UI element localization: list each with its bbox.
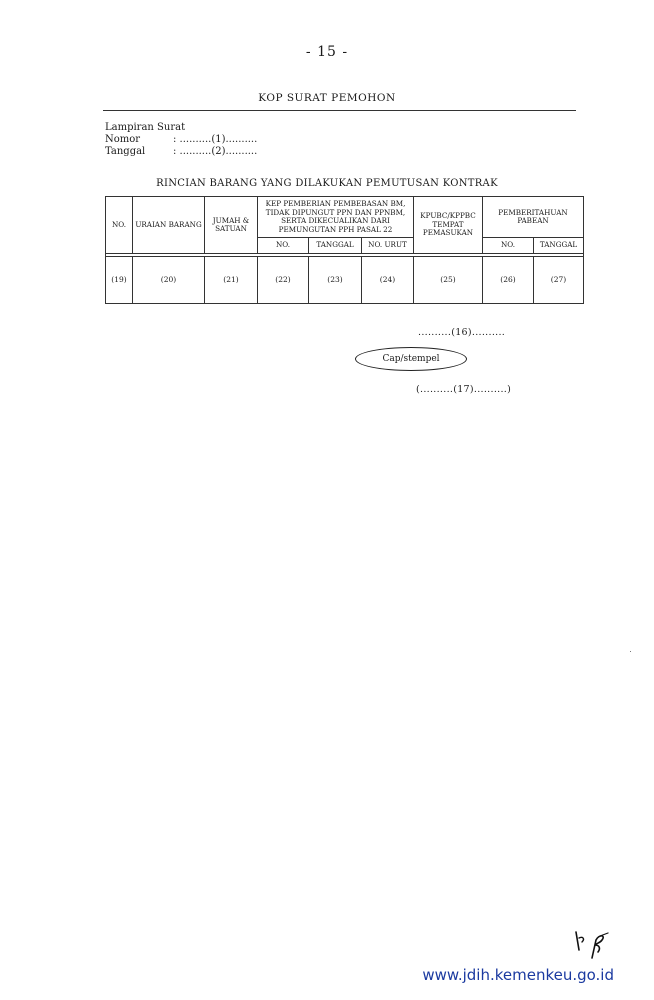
letterhead-title: KOP SURAT PEMOHON	[258, 92, 396, 104]
table-cell: (24)	[362, 257, 414, 304]
header-row	[106, 197, 584, 238]
stamp-label: Cap/stempel	[382, 354, 440, 364]
page-number: - 15 -	[305, 44, 349, 60]
subheader-kep-tanggal: TANGGAL	[309, 238, 362, 254]
header-kpubc: KPUBC/KPPBC TEMPAT PEMASUKAN	[414, 197, 483, 254]
scan-speck	[630, 651, 631, 652]
table-title: RINCIAN BARANG YANG DILAKUKAN PEMUTUSAN KONTRAK	[156, 178, 498, 189]
table-row	[106, 257, 584, 304]
attachment-row-tanggal	[105, 146, 257, 158]
initials-signature	[570, 928, 612, 964]
subheader-kep-no-urut: NO. URUT	[362, 238, 414, 254]
attachment-value: : ..........(2)..........	[173, 146, 258, 157]
table-cell: (19)	[106, 257, 133, 304]
table-cell: (27)	[534, 257, 584, 304]
website-link[interactable]: www.jdih.kemenkeu.go.id	[422, 966, 614, 984]
attachment-title: Lampiran Surat	[105, 122, 186, 133]
header-uraian-barang: URAIAN BARANG	[133, 197, 205, 254]
attachment-label: Nomor	[105, 134, 141, 145]
attachment-value: : ..........(1)..........	[173, 134, 258, 145]
attachment-row-nomor	[105, 134, 257, 146]
stamp-oval	[355, 347, 467, 371]
table-cell: (22)	[258, 257, 309, 304]
subheader-pabean-tanggal: TANGGAL	[534, 238, 584, 254]
signatory-name: (..........(17)..........)	[416, 384, 512, 395]
table-cell: (20)	[133, 257, 205, 304]
attachment-block	[105, 122, 257, 158]
header-no: NO.	[106, 197, 133, 254]
subheader-pabean-no: NO.	[483, 238, 534, 254]
attachment-label: Tanggal	[105, 146, 146, 157]
subheader-kep-no: NO.	[258, 238, 309, 254]
table-cell: (26)	[483, 257, 534, 304]
signature-place-date: ..........(16)..........	[418, 327, 506, 338]
table-cell: (21)	[205, 257, 258, 304]
table-cell: (23)	[309, 257, 362, 304]
goods-detail-table	[105, 196, 584, 304]
table-cell: (25)	[414, 257, 483, 304]
header-jumah-satuan: JUMAH & SATUAN	[205, 197, 258, 254]
letterhead-divider	[103, 110, 576, 111]
header-kep-pemberian: KEP PEMBERIAN PEMBEBASAN BM, TIDAK DIPUNGUT PPN DAN PPNBM, SERTA DIKECUALIKAN DARI PEMUNGUTAN PPH PASAL 22	[258, 197, 414, 238]
header-pemberitahuan-pabean: PEMBERITAHUAN PABEAN	[483, 197, 584, 238]
